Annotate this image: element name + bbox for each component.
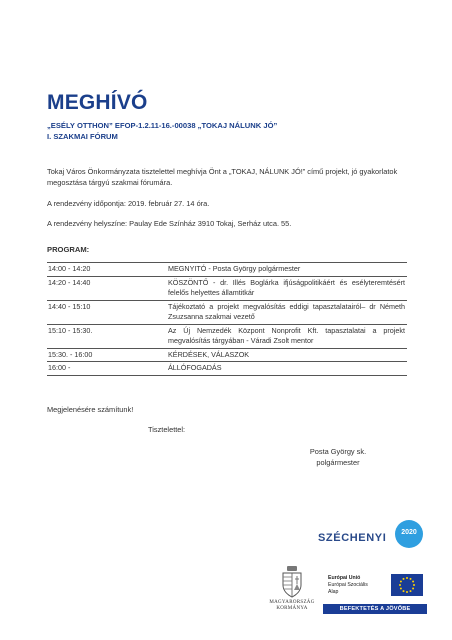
szechenyi-2020-logo bbox=[318, 520, 428, 554]
szechenyi-logo-year: 2020 bbox=[401, 529, 417, 536]
szechenyi-badge-icon bbox=[395, 520, 423, 548]
subtitle-line-2: I. SZAKMAI FÓRUM bbox=[47, 132, 118, 141]
program-table bbox=[47, 262, 407, 376]
program-time: 14:00 - 14:20 bbox=[47, 263, 167, 277]
eu-logo-text bbox=[328, 575, 368, 596]
government-logo-line-1: MAGYARORSZÁG bbox=[269, 600, 315, 605]
government-logo-line-2: KORMÁNYA bbox=[276, 606, 308, 611]
program-time: 15:30. - 16:00 bbox=[47, 348, 167, 362]
program-description: Az Új Nemzedék Központ Nonprofit Kft. tapasztalatai a projekt megvalósítás tárgyában - Váradi Zsolt mentor bbox=[167, 324, 407, 348]
eu-logo-line-1: Európai Unió bbox=[328, 575, 361, 581]
eu-logo-line-3: Alap bbox=[328, 589, 339, 595]
program-time: 14:20 - 14:40 bbox=[47, 276, 167, 300]
closing-line: Megjelenésére számítunk! bbox=[47, 405, 134, 414]
program-row bbox=[47, 263, 407, 277]
subtitle-line-1: „ESÉLY OTTHON” EFOP-1.2.11-16.-00038 „TOKAJ NÁLUNK JÓ” bbox=[47, 121, 278, 130]
program-row bbox=[47, 362, 407, 376]
greeting: Tisztelettel: bbox=[148, 425, 186, 434]
program-description: Tájékoztató a projekt megvalósítás eddigi tapasztalatairól– dr Németh Zsuzsanna szakmai vezető bbox=[167, 300, 407, 324]
eu-logo-line-2: Európai Szociális bbox=[328, 582, 368, 588]
program-row bbox=[47, 276, 407, 300]
program-row bbox=[47, 324, 407, 348]
program-time: 14:40 - 15:10 bbox=[47, 300, 167, 324]
government-logo-text bbox=[256, 600, 328, 612]
event-date: A rendezvény időpontja: 2019. február 27. 14 óra. bbox=[47, 199, 210, 208]
coat-of-arms-icon bbox=[280, 566, 304, 598]
eu-investment-banner: BEFEKTETÉS A JÖVŐBE bbox=[323, 604, 427, 614]
intro-paragraph: Tokaj Város Önkormányzata tisztelettel meghívja Önt a „TOKAJ, NÁLUNK JÓ!” című projekt, jó gyakorlatok megosztása tárgyú szakmai fórumára. bbox=[47, 167, 398, 187]
signatory-role: polgármester bbox=[316, 457, 360, 467]
eu-esf-logo bbox=[323, 571, 427, 623]
program-time: 15:10 - 15:30. bbox=[47, 324, 167, 348]
program-row bbox=[47, 348, 407, 362]
program-description: ÁLLÓFOGADÁS bbox=[167, 362, 407, 376]
program-description: KÉRDÉSEK, VÁLASZOK bbox=[167, 348, 407, 362]
program-description: MEGNYITÓ - Posta György polgármester bbox=[167, 263, 407, 277]
program-row bbox=[47, 300, 407, 324]
szechenyi-logo-text: SZÉCHENYI bbox=[318, 532, 387, 544]
hungarian-government-logo bbox=[256, 566, 328, 622]
event-subtitle bbox=[47, 120, 277, 142]
eu-flag-icon bbox=[391, 574, 423, 596]
event-venue: A rendezvény helyszíne: Paulay Ede Színház 3910 Tokaj, Serház utca. 55. bbox=[47, 219, 292, 228]
program-description: KÖSZÖNTŐ - dr. Illés Boglárka ifjúságpolitikáért és esélyteremtésért felelős helyettes államtitkár bbox=[167, 276, 407, 300]
program-time: 16:00 - bbox=[47, 362, 167, 376]
signature-block bbox=[288, 447, 388, 468]
signatory-name: Posta György sk. bbox=[309, 447, 367, 456]
page-title: MEGHÍVÓ bbox=[47, 91, 148, 114]
program-heading: PROGRAM: bbox=[47, 245, 90, 254]
